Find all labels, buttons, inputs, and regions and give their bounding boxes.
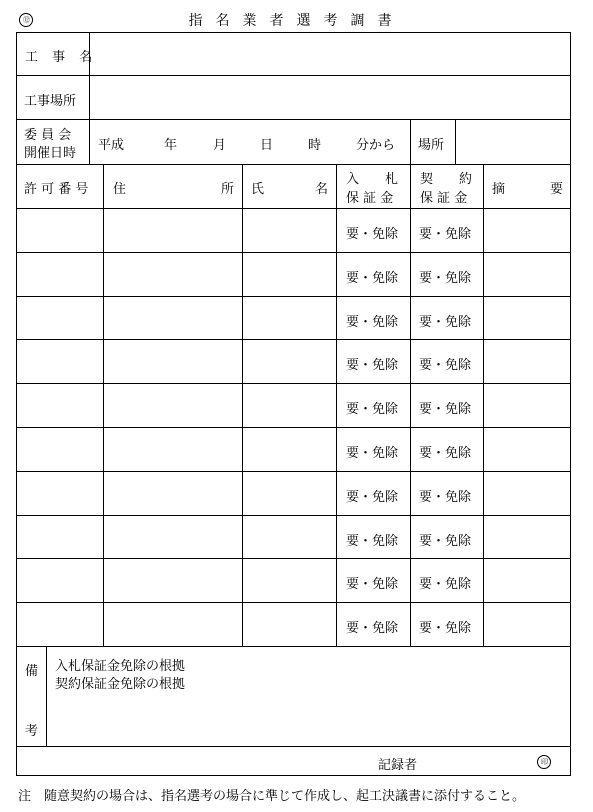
rule xyxy=(410,164,411,646)
page-number-mark: ⑫ xyxy=(19,13,33,27)
frame-bottom xyxy=(16,775,571,776)
rule xyxy=(16,164,571,165)
rule xyxy=(16,746,571,747)
year-label: 年 xyxy=(164,138,178,153)
committee-label-2: 開催日時 xyxy=(24,146,77,161)
contract-deposit-cell: 要・免除 xyxy=(419,271,472,286)
contract-deposit-cell: 要・免除 xyxy=(419,534,472,549)
header-name-1: 氏 xyxy=(251,182,265,197)
bid-deposit-cell: 要・免除 xyxy=(346,315,399,330)
rule xyxy=(16,646,571,647)
row-divider xyxy=(16,602,571,603)
month-label: 月 xyxy=(213,138,227,153)
bikou-label-2: 考 xyxy=(25,724,39,739)
rule xyxy=(242,164,243,646)
rule xyxy=(16,75,571,76)
header-permit-no: 許 可 番 号 xyxy=(24,182,89,197)
bid-deposit-cell: 要・免除 xyxy=(346,271,399,286)
contract-deposit-cell: 要・免除 xyxy=(419,621,472,636)
rule xyxy=(16,208,571,209)
rule xyxy=(410,119,411,164)
header-remarks-2: 要 xyxy=(550,182,564,197)
bid-deposit-cell: 要・免除 xyxy=(346,534,399,549)
frame-top xyxy=(16,32,571,33)
row-divider xyxy=(16,383,571,384)
row-divider xyxy=(16,339,571,340)
bikou-line-1: 入札保証金免除の根拠 xyxy=(55,659,186,674)
rule xyxy=(336,164,337,646)
bid-deposit-cell: 要・免除 xyxy=(346,358,399,373)
bikou-line-2: 契約保証金免除の根拠 xyxy=(55,677,186,692)
seal-mark: 印 xyxy=(537,755,551,769)
header-bid-deposit-1: 入 札 xyxy=(346,172,399,187)
bid-deposit-cell: 要・免除 xyxy=(346,402,399,417)
row-divider xyxy=(16,471,571,472)
header-contract-deposit-1: 契 約 xyxy=(420,172,473,187)
header-address-1: 住 xyxy=(113,182,127,197)
minute-label: 分から xyxy=(356,138,396,153)
era-label: 平成 xyxy=(98,138,125,153)
work-place-label: 工事場所 xyxy=(24,94,77,109)
bid-deposit-cell: 要・免除 xyxy=(346,446,399,461)
header-contract-deposit-2: 保 証 金 xyxy=(420,191,468,206)
row-divider xyxy=(16,427,571,428)
row-divider xyxy=(16,515,571,516)
contract-deposit-cell: 要・免除 xyxy=(419,402,472,417)
rule xyxy=(16,119,571,120)
bid-deposit-cell: 要・免除 xyxy=(346,490,399,505)
contract-deposit-cell: 要・免除 xyxy=(419,446,472,461)
bid-deposit-cell: 要・免除 xyxy=(346,577,399,592)
contract-deposit-cell: 要・免除 xyxy=(419,490,472,505)
day-label: 日 xyxy=(260,138,274,153)
row-divider xyxy=(16,558,571,559)
bikou-label-1: 備 xyxy=(25,664,39,679)
document-title: 指名業者選考調書 xyxy=(188,13,405,29)
hour-label: 時 xyxy=(308,138,322,153)
header-remarks-1: 摘 xyxy=(492,182,506,197)
row-divider xyxy=(16,252,571,253)
rule xyxy=(103,164,104,646)
contract-deposit-cell: 要・免除 xyxy=(419,227,472,242)
bid-deposit-cell: 要・免除 xyxy=(346,227,399,242)
header-name-2: 名 xyxy=(315,182,329,197)
contract-deposit-cell: 要・免除 xyxy=(419,577,472,592)
rule xyxy=(46,646,47,746)
header-bid-deposit-2: 保 証 金 xyxy=(346,191,394,206)
contract-deposit-cell: 要・免除 xyxy=(419,315,472,330)
place-label: 場所 xyxy=(418,138,445,153)
rule xyxy=(483,164,484,646)
recorder-label: 記録者 xyxy=(378,758,418,773)
rule xyxy=(455,119,456,164)
footnote: 注 随意契約の場合は、指名選考の場合に準じて作成し、起工決議書に添付すること。 xyxy=(18,789,526,804)
bid-deposit-cell: 要・免除 xyxy=(346,621,399,636)
frame-left xyxy=(16,32,17,775)
contract-deposit-cell: 要・免除 xyxy=(419,358,472,373)
row-divider xyxy=(16,296,571,297)
frame-right xyxy=(570,32,571,775)
work-name-label: 工 事 名 xyxy=(25,50,98,65)
committee-label-1: 委 員 会 xyxy=(24,128,72,143)
header-address-2: 所 xyxy=(221,182,235,197)
